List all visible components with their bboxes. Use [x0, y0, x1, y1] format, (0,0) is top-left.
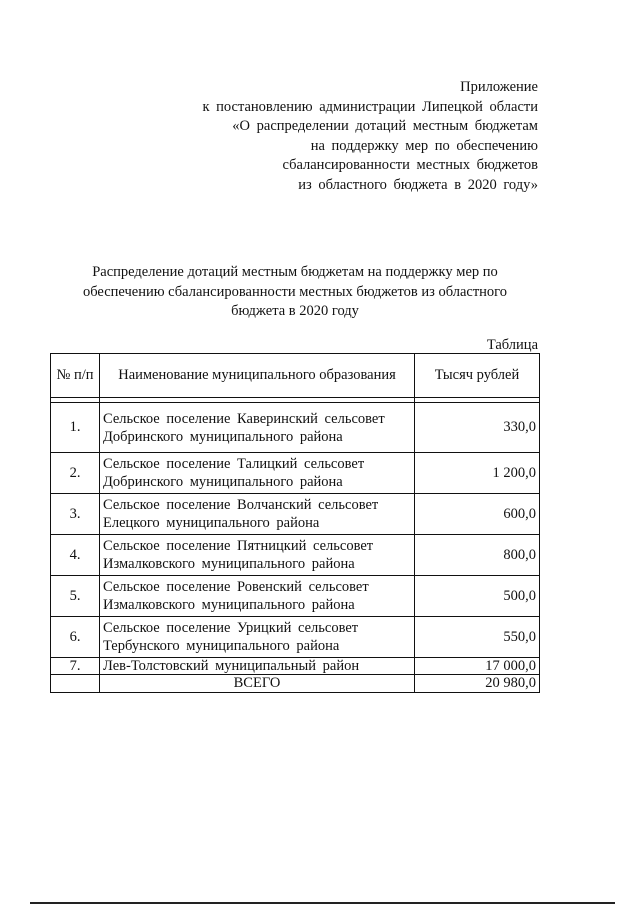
appendix-block	[202, 78, 538, 195]
document-title	[50, 263, 540, 322]
name-line: Измалковского муниципального района	[103, 556, 355, 572]
table-row	[51, 453, 540, 494]
total-empty-cell	[51, 675, 100, 693]
row-name: Лев-Толстовский муниципальный район	[100, 658, 415, 675]
row-number: 4.	[51, 535, 100, 576]
name-line: Елецкого муниципального района	[103, 515, 320, 531]
row-amount: 800,0	[415, 535, 540, 576]
table-row	[51, 576, 540, 617]
title-line: Распределение дотаций местным бюджетам на поддержку мер по	[92, 264, 498, 280]
appendix-line: Приложение	[460, 79, 538, 95]
row-name	[100, 403, 415, 453]
row-amount: 600,0	[415, 494, 540, 535]
row-name	[100, 576, 415, 617]
header-amount: Тысяч рублей	[415, 354, 540, 398]
name-line: Измалковского муниципального района	[103, 597, 355, 613]
row-amount: 17 000,0	[415, 658, 540, 675]
total-label: ВСЕГО	[100, 675, 415, 693]
subsidy-table	[50, 353, 540, 693]
row-amount: 500,0	[415, 576, 540, 617]
row-number: 7.	[51, 658, 100, 675]
total-amount: 20 980,0	[415, 675, 540, 693]
table-row	[51, 617, 540, 658]
name-line: Сельское поселение Талицкий сельсовет	[103, 456, 365, 472]
row-amount: 550,0	[415, 617, 540, 658]
row-amount: 330,0	[415, 403, 540, 453]
name-line: Добринского муниципального района	[103, 428, 343, 445]
title-line: обеспечению сбалансированности местных бюджетов из областного	[82, 283, 508, 300]
row-amount: 1 200,0	[415, 453, 540, 494]
appendix-line: из областного бюджета в 2020 году»	[298, 176, 538, 193]
appendix-line: «О распределении дотаций местным бюджетам	[232, 118, 538, 134]
row-number: 2.	[51, 453, 100, 494]
table-row	[51, 403, 540, 453]
row-number: 6.	[51, 617, 100, 658]
table-row	[51, 535, 540, 576]
table-row	[51, 658, 540, 675]
row-name	[100, 453, 415, 494]
appendix-line: к постановлению администрации Липецкой области	[202, 98, 538, 115]
name-line: Сельское поселение Каверинский сельсовет	[103, 410, 385, 427]
name-line: Сельское поселение Пятницкий сельсовет	[103, 538, 374, 554]
table-label: Таблица	[486, 337, 538, 353]
row-name	[100, 494, 415, 535]
title-line: бюджета в 2020 году	[231, 303, 359, 319]
name-line: Тербунского муниципального района	[103, 638, 340, 654]
name-line: Добринского муниципального района	[103, 474, 343, 490]
header-name: Наименование муниципального образования	[100, 354, 415, 398]
row-name	[100, 535, 415, 576]
row-number: 1.	[51, 403, 100, 453]
row-number: 5.	[51, 576, 100, 617]
table-header-row	[51, 354, 540, 398]
appendix-line: сбалансированности местных бюджетов	[282, 157, 538, 173]
name-line: Сельское поселение Волчанский сельсовет	[103, 497, 379, 513]
name-line: Сельское поселение Урицкий сельсовет	[103, 620, 359, 636]
table-row	[51, 494, 540, 535]
row-number: 3.	[51, 494, 100, 535]
row-name	[100, 617, 415, 658]
header-number: № п/п	[51, 354, 100, 398]
page-bottom-rule	[30, 902, 615, 904]
name-line: Сельское поселение Ровенский сельсовет	[103, 579, 369, 595]
table-total-row	[51, 675, 540, 693]
appendix-line: на поддержку мер по обеспечению	[310, 137, 538, 154]
